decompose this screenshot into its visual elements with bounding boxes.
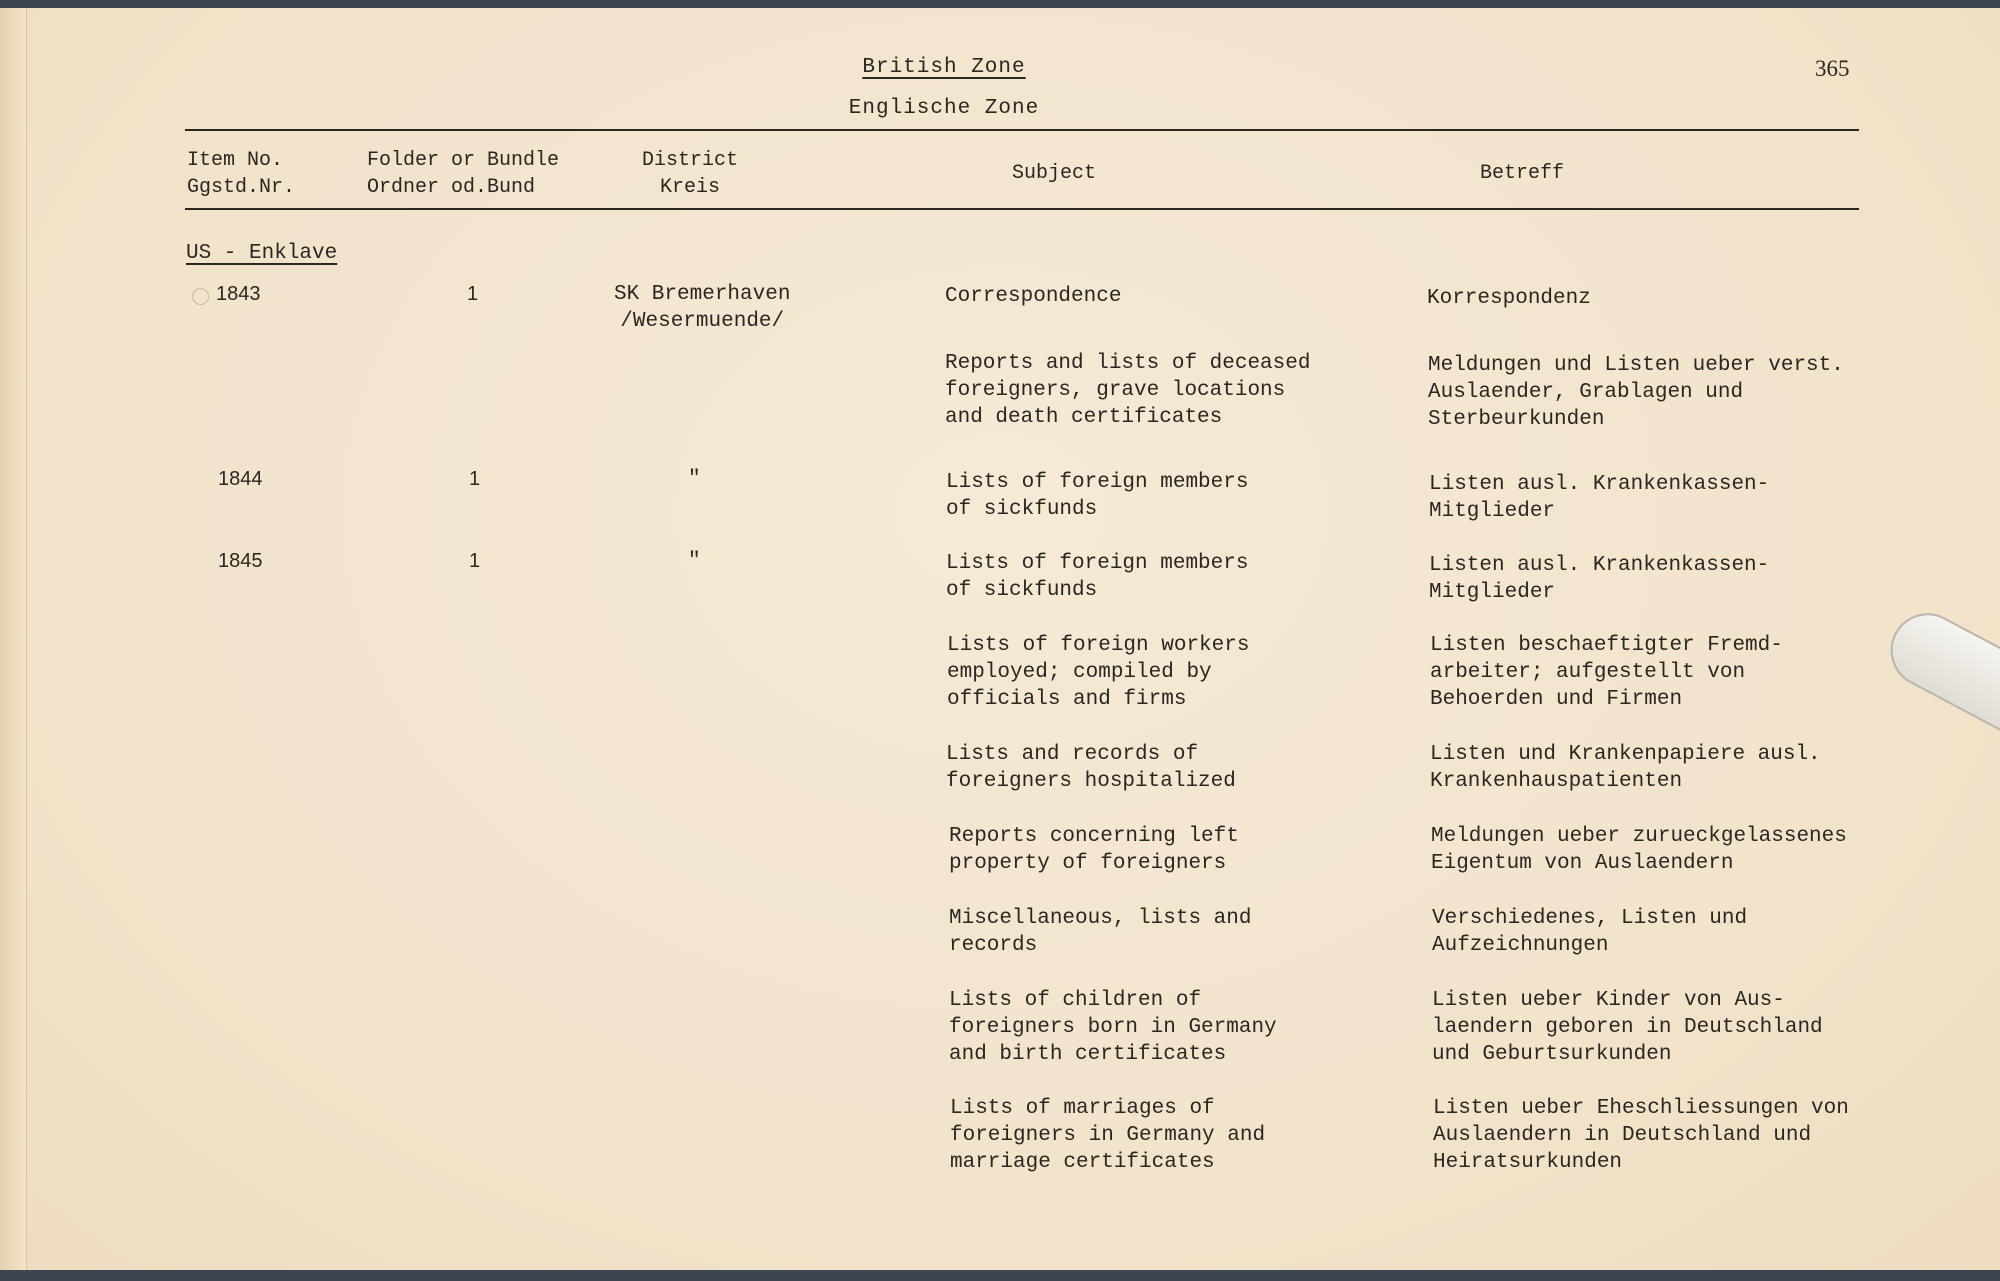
item-number: 1843: [216, 283, 261, 305]
page-title: British Zone: [862, 56, 1026, 79]
subject-entry: Lists of foreign workers employed; compiled by officials and firms: [947, 634, 1250, 711]
betreff-entry: Korrespondenz: [1427, 287, 1591, 310]
subject-entry: Reports concerning left property of foreigners: [949, 825, 1239, 875]
document-page: [0, 8, 2000, 1270]
betreff-entry: Meldungen und Listen ueber verst. Auslaender, Grablagen und Sterbeurkunden: [1428, 354, 1844, 431]
subject-entry: Lists and records of foreigners hospitalized: [946, 743, 1236, 793]
folder-number: 1: [467, 283, 479, 305]
col-header-folder: Folder or Bundle Ordner od.Bund: [367, 149, 560, 199]
section-label: US - Enklave: [186, 242, 338, 265]
page-subtitle: Englische Zone: [848, 97, 1040, 120]
item-number: 1844: [218, 468, 263, 490]
betreff-entry: Meldungen ueber zurueckgelassenes Eigentum von Auslaendern: [1431, 825, 1847, 875]
col-header-subject: Subject: [1012, 162, 1097, 185]
subject-entry: Lists of children of foreigners born in Germany and birth certificates: [949, 989, 1277, 1066]
page-edge: [0, 8, 27, 1270]
betreff-entry: Listen beschaeftigter Fremd- arbeiter; aufgestellt von Behoerden und Firmen: [1430, 634, 1783, 711]
page-clip-tab: [1878, 600, 2000, 756]
subject-entry: Lists of marriages of foreigners in Germany and marriage certificates: [950, 1097, 1266, 1174]
betreff-entry: Listen ausl. Krankenkassen- Mitglieder: [1429, 473, 1770, 523]
punch-hole: [192, 288, 209, 305]
subject-entry: Lists of foreign members of sickfunds: [946, 552, 1249, 602]
col-header-betreff: Betreff: [1480, 162, 1565, 185]
subject-entry: Correspondence: [945, 285, 1122, 308]
betreff-entry: Verschiedenes, Listen und Aufzeichnungen: [1432, 907, 1748, 957]
subject-entry: Miscellaneous, lists and records: [949, 907, 1252, 957]
subject-entry: Reports and lists of deceased foreigners, grave locations and death certificates: [945, 352, 1311, 429]
item-number: 1845: [218, 550, 263, 572]
district: SK Bremerhaven /Wesermuende/: [614, 283, 791, 333]
betreff-entry: Listen und Krankenpapiere ausl. Krankenhauspatienten: [1430, 743, 1821, 793]
subject-entry: Lists of foreign members of sickfunds: [946, 471, 1249, 521]
folder-number: 1: [469, 468, 481, 490]
page-number: 365: [1815, 56, 1850, 81]
district-ditto: ": [688, 550, 701, 573]
col-header-district: District Kreis: [642, 149, 739, 199]
district-ditto: ": [688, 468, 701, 491]
header-rule-bottom: [185, 208, 1859, 210]
folder-number: 1: [469, 550, 481, 572]
header-rule-top: [185, 129, 1859, 131]
col-header-item: Item No. Ggstd.Nr.: [187, 149, 296, 199]
betreff-entry: Listen ausl. Krankenkassen- Mitglieder: [1429, 554, 1770, 604]
betreff-entry: Listen ueber Eheschliessungen von Auslaendern in Deutschland und Heiratsurkunden: [1433, 1097, 1849, 1174]
betreff-entry: Listen ueber Kinder von Aus- laendern geboren in Deutschland und Geburtsurkunden: [1432, 989, 1823, 1066]
